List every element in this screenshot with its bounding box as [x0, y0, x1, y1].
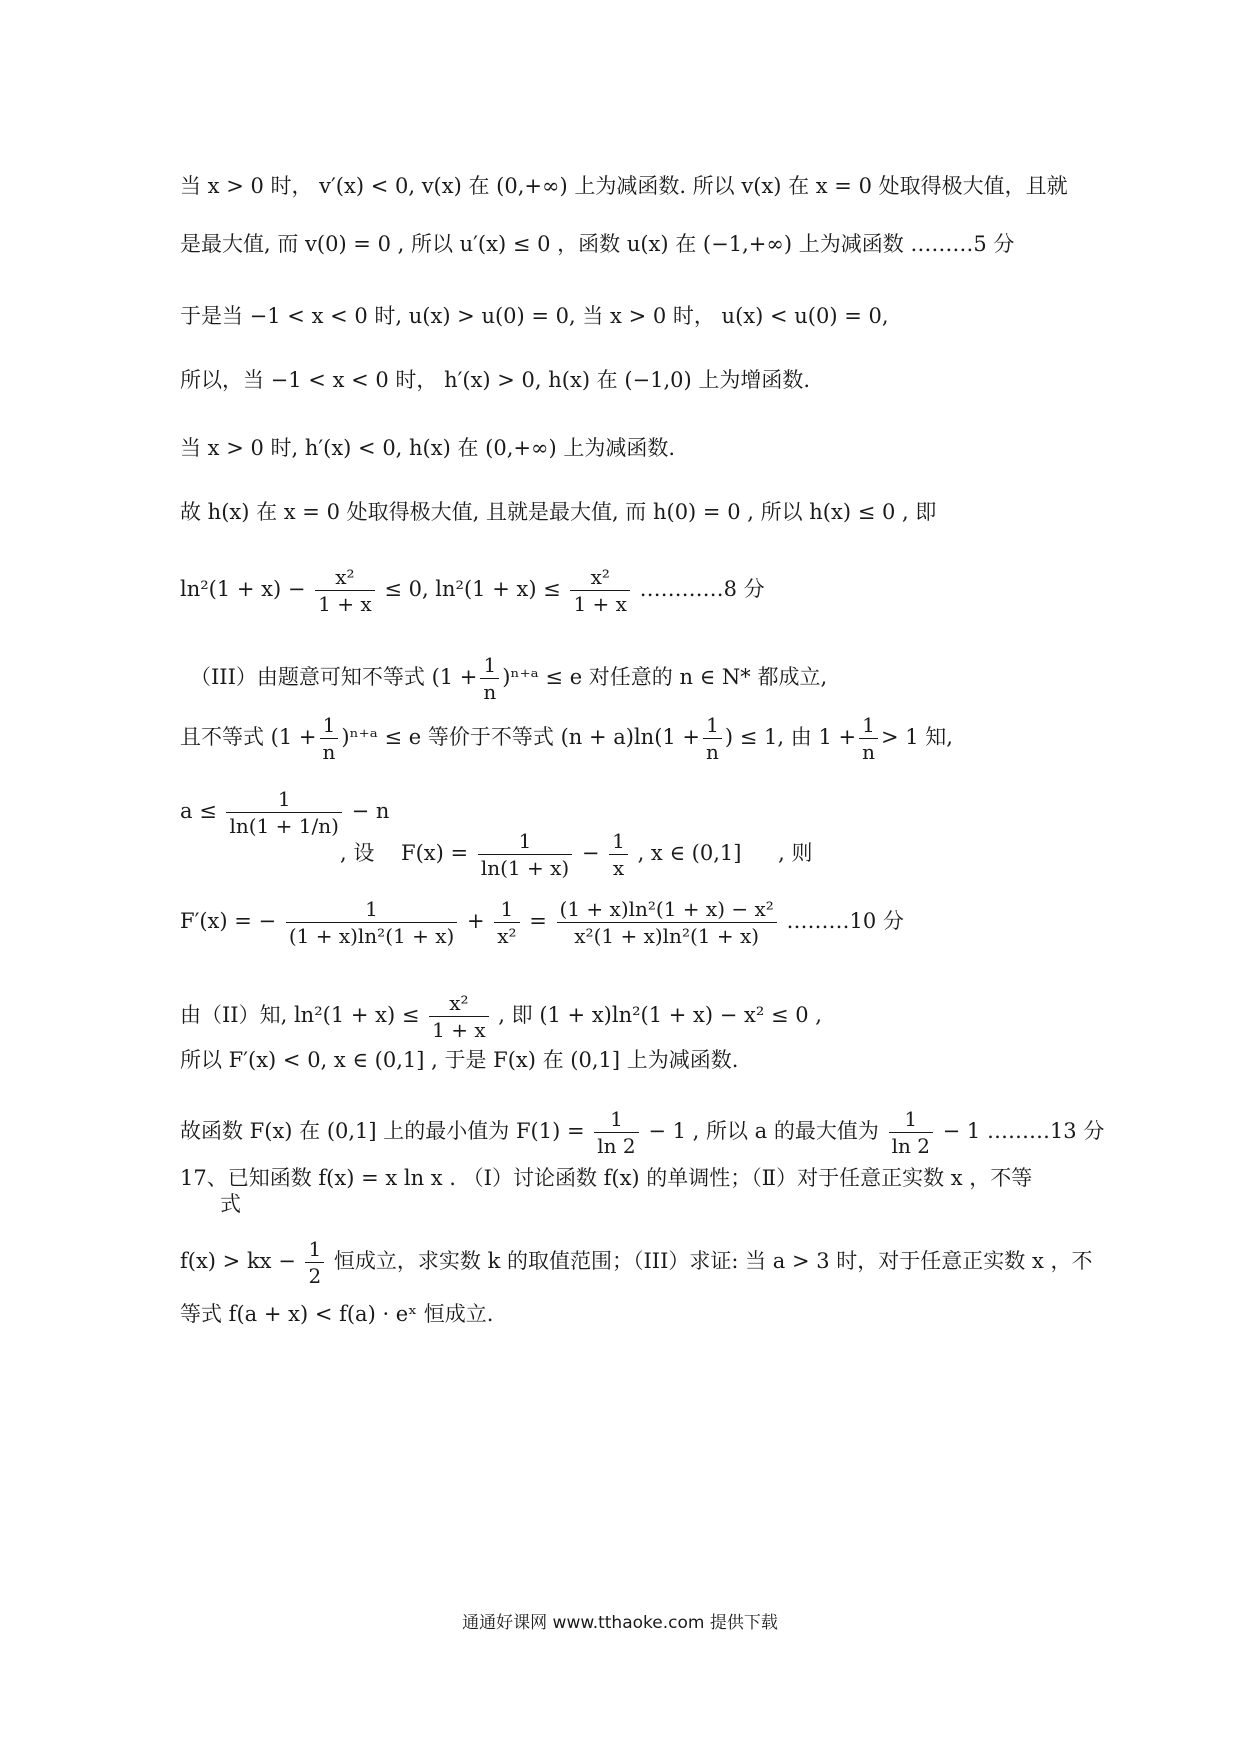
formula-line-9: 且不等式 (1 + $\frac{1}{n}$ )ⁿ⁺ᵃ ≤ e 等价于不等式 (n + a)ln(1 + $\frac{1}{n}$ ) ≤ 1, 由 1 + $\frac{1}{n}$ > 1 知,	[180, 713, 953, 764]
fraction: $\frac{1}{\text{(1 + x)ln²(1 + x)}}$	[286, 896, 457, 949]
formula-line-8: （III）由题意可知不等式 (1 + $\frac{1}{n}$ )ⁿ⁺ᵃ ≤ e 对任意的 n ∈ N* 都成立,	[190, 653, 828, 704]
formula-line-15: 故函数 F(x) 在 (0,1] 上的最小值为 F(1) = $\frac{1}{\ln 2}$ − 1 , 所以 a 的最大值为 $\frac{1}{\ln 2}$ − 1 ………13 分	[180, 1107, 1105, 1158]
problem-17-line-4: 等式 f(a + x) < f(a) · eˣ 恒成立.	[180, 1302, 494, 1326]
problem-17-line-2: 式	[220, 1192, 241, 1216]
formula-line-13: 由（II）知, ln²(1 + x) ≤ $\frac{\text{x²}}{1 + x}$ , 即 (1 + x)ln²(1 + x) − x² ≤ 0 ,	[180, 991, 822, 1042]
fraction: $\frac{1}{\ln(1 + 1/n)}$	[226, 786, 341, 839]
fraction: $\frac{1}{n}$	[480, 652, 499, 705]
formula-line-11: , 设 F(x) = $\frac{1}{\ln(1 + x)}$ − $\frac{1}{x}$ , x ∈ (0,1] , 则	[340, 829, 813, 880]
text-line-2: 是最大值, 而 v(0) = 0 , 所以 u′(x) ≤ 0 ，函数 u(x) 在 (−1,+∞) 上为减函数 ………5 分	[180, 232, 1015, 256]
formula-line-7: ln²(1 + x) − $\frac{\text{x²}}{1 + x}$ ≤ 0, ln²(1 + x) ≤ $\frac{\text{x²}}{1 + x}$ …………8 分	[180, 565, 765, 616]
text-line-4: 所以，当 −1 < x < 0 时， h′(x) > 0, h(x) 在 (−1,0) 上为增函数.	[180, 368, 811, 392]
page-footer: 通通好课网 www.tthaoke.com 提供下载	[462, 1613, 778, 1633]
fraction: $\frac{1}{2}$	[305, 1236, 324, 1289]
fraction: $\frac{\text{x²}}{1 + x}$	[570, 564, 629, 617]
fraction: $\frac{1}{n}$	[859, 712, 878, 765]
formula-line-12: F′(x) = − $\frac{1}{\text{(1 + x)ln²(1 + x)}}$ + $\frac{1}{\text{x²}}$ = $\frac{\text{(1 + x)ln²(1 + x) − x²}}{\text{x²(1 + x)ln²(1 + x)}}$ ………10 分	[180, 897, 904, 948]
problem-17-line-1: 17、已知函数 f(x) = x ln x . （Ⅰ）讨论函数 f(x) 的单调性；（Ⅱ）对于任意正实数 x ，不等	[180, 1166, 1033, 1190]
text-line-6: 故 h(x) 在 x = 0 处取得极大值, 且就是最大值, 而 h(0) = 0 , 所以 h(x) ≤ 0 , 即	[180, 500, 937, 524]
fraction: $\frac{1}{\ln 2}$	[889, 1106, 933, 1159]
fraction: $\frac{1}{n}$	[703, 712, 722, 765]
fraction: $\frac{1}{x}$	[609, 828, 628, 881]
fraction: $\frac{\text{x²}}{1 + x}$	[315, 564, 374, 617]
fraction: $\frac{1}{n}$	[320, 712, 339, 765]
fraction: $\frac{1}{\ln(1 + x)}$	[478, 828, 572, 881]
formula-line-10: a ≤ $\frac{1}{\ln(1 + 1/n)}$ − n	[180, 787, 390, 838]
text-line-5: 当 x > 0 时, h′(x) < 0, h(x) 在 (0,+∞) 上为减函数.	[180, 436, 675, 460]
fraction: $\frac{1}{\text{x²}}$	[494, 896, 519, 949]
problem-17-line-3: f(x) > kx − $\frac{1}{2}$ 恒成立，求实数 k 的取值范围；（III）求证: 当 a > 3 时，对于任意正实数 x ，不	[180, 1237, 1093, 1288]
text-line-1: 当 x > 0 时， v′(x) < 0, v(x) 在 (0,+∞) 上为减函数. 所以 v(x) 在 x = 0 处取得极大值，且就	[180, 174, 1068, 198]
text-line-14: 所以 F′(x) < 0, x ∈ (0,1] , 于是 F(x) 在 (0,1] 上为减函数.	[180, 1048, 739, 1072]
fraction: $\frac{\text{(1 + x)ln²(1 + x) − x²}}{\text{x²(1 + x)ln²(1 + x)}}$	[557, 896, 777, 949]
fraction: $\frac{\text{x²}}{1 + x}$	[429, 990, 488, 1043]
fraction: $\frac{1}{\ln 2}$	[594, 1106, 638, 1159]
text-line-3: 于是当 −1 < x < 0 时, u(x) > u(0) = 0, 当 x > 0 时， u(x) < u(0) = 0,	[180, 304, 889, 328]
